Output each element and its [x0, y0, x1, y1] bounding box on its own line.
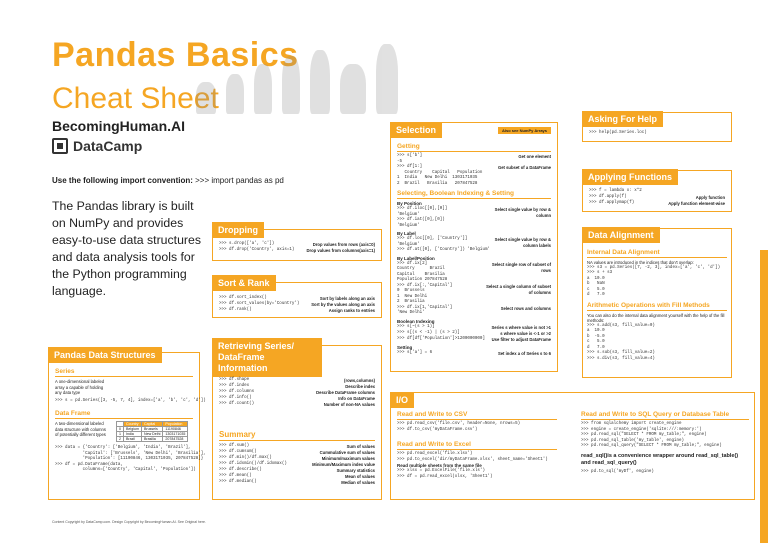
sql-code-2: >>> pd.to_sql('myDf', engine) — [581, 469, 654, 474]
code-snippet: >>> df.ix[:,'Capital'] 0 Brussels 1 New Delhi 2 Brasilia — [397, 283, 453, 304]
series-title: Series — [55, 368, 193, 377]
code-description: Drop values from rows (axis=0) — [312, 242, 375, 247]
code-row — [397, 284, 551, 306]
code-description: Apply function — [695, 194, 725, 200]
by-label-rows — [397, 237, 551, 254]
code-description: Select single value by row & column — [494, 207, 551, 218]
code-row — [219, 308, 375, 314]
code-description: Use filter to adjust DataFrame — [491, 336, 551, 342]
code-snippet: >>> df.shape — [219, 378, 250, 382]
internal-alignment-code: >>> s3 = pd.Series([7, -2, 3], index=['a', 'c', 'd']) >>> s + s3 a 10.0 b NaN c 5.0 d 7.0 — [587, 265, 721, 297]
code-snippet: >>> df.median() — [219, 480, 257, 484]
code-description: Assign ranks to entries — [328, 308, 375, 313]
by-position-label: By Position — [397, 201, 422, 206]
table-index-cell: 1 — [117, 432, 124, 437]
code-snippet: >>> df[df['Population']>1200000000] — [397, 336, 485, 341]
by-label-position-label: By Label/Position — [397, 255, 435, 261]
functions-title: Applying Functions — [582, 169, 678, 185]
code-snippet: >>> df.sort_values(by='Country') — [219, 302, 300, 306]
code-snippet: >>> df.idxmin()/df.idxmax() — [219, 462, 287, 466]
code-row — [219, 402, 375, 408]
excel-code: >>> pd.read_excel('file.xlsx') >>> pd.to_excel('dir/myDataFrame.xlsx', sheet_name='Sheet1') — [397, 452, 548, 462]
series-code: >>> s = pd.Series([3, -5, 7, 4], index=['a', 'b', 'c', 'd']) — [55, 398, 206, 403]
import-code: >>> import pandas as pd — [195, 176, 284, 185]
internal-alignment-desc: NA values are introduced in the indices that don't overlap: — [587, 260, 694, 265]
code-row — [219, 480, 375, 486]
code-snippet: >>> df[1:] Country Capital Population 1 India New Delhi 1303171035 2 Brazil Brasilia 207847528 — [397, 165, 483, 186]
sql-note: read_sql()is a convenience wrapper around read_sql_table() and read_sql_query() — [581, 452, 739, 466]
sql-code: >>> from sqlalchemy import create_engine >>> engine = create_engine('sqlite:///:memory:') >>> pd.read_sql("SELECT * FROM my_table;", engine) >>> pd.read_sql_table('my_table', engine) >>> pd.read_sql_query("SELECT * FROM my_table;", engine) — [581, 422, 722, 448]
selection-title: Selection — [390, 122, 442, 138]
dataframe-desc: A two-dimensional labeled data structure with columns of potentially different types — [55, 421, 106, 437]
code-row — [397, 351, 551, 357]
code-description: Select single value by row & column labels — [494, 237, 551, 248]
code-description: Sort by labels along an axis — [319, 296, 375, 301]
decorative-strip — [760, 250, 768, 543]
code-snippet: >>> s[~(s > 1)] — [397, 324, 435, 329]
structures-title: Pandas Data Structures — [48, 347, 162, 363]
page-title: Pandas Basics — [52, 36, 299, 74]
code-snippet: >>> df.mean() — [219, 474, 252, 478]
functions-code: >>> f = lambda x: x*2 — [589, 189, 642, 193]
summary-rows — [219, 444, 375, 486]
functions-panel — [582, 170, 732, 212]
io-title: I/O — [390, 392, 414, 408]
code-description: Series s where value is not >1 — [491, 324, 551, 330]
by-label-label: By Label — [397, 231, 416, 236]
datacamp-icon — [52, 138, 68, 154]
code-snippet: >>> df.sort_index() — [219, 296, 267, 300]
code-snippet: >>> df.apply(f) — [589, 194, 627, 199]
datacamp-label: DataCamp — [73, 138, 143, 154]
code-description: Select rows and columns — [500, 305, 551, 311]
code-row — [589, 201, 725, 207]
dropping-title: Dropping — [212, 222, 264, 238]
dataframe-title: Data Frame — [55, 410, 193, 419]
brand-name: BecomingHuman.AI — [52, 118, 186, 134]
alignment-panel — [582, 228, 732, 378]
csv-title: Read and Write to CSV — [397, 411, 557, 420]
code-description: s where value is <-1 or >2 — [500, 330, 551, 336]
summary-title: Summary — [219, 430, 375, 441]
code-row — [397, 207, 551, 229]
table-row — [117, 437, 188, 442]
code-description: Sum of values — [346, 444, 375, 449]
by-label-position-rows — [397, 262, 551, 317]
functions-rows — [589, 195, 725, 207]
table-header-cell: Population — [163, 422, 188, 427]
alignment-title: Data Alignment — [582, 227, 660, 243]
table-row — [117, 432, 188, 437]
help-panel — [582, 112, 732, 142]
import-convention — [52, 176, 284, 185]
page-subtitle: Cheat Sheet — [52, 82, 219, 115]
code-snippet: >>> s.drop(['a', 'c']) — [219, 242, 275, 246]
table-cell: Belgium — [124, 427, 142, 432]
code-description: Describe index — [345, 384, 375, 389]
table-cell: India — [124, 432, 142, 437]
table-cell: Brazil — [124, 437, 142, 442]
code-snippet: >>> df.sum() — [219, 444, 250, 448]
footer-copyright: Content Copyright by DataCamp.com. Design Copyright by BecomingHuman.AI. See Original here. — [52, 520, 206, 524]
code-snippet: >>> df.rank() — [219, 308, 252, 312]
retrieving-panel — [212, 341, 382, 500]
code-snippet: >>> s['b'] -5 — [397, 154, 423, 164]
code-snippet: >>> df.loc[[0], ['Country']] 'Belgium' >>> df.at([0], ['Country']) 'Belgium' — [397, 237, 490, 252]
code-description: Number of non-NA values — [323, 402, 375, 407]
table-cell: New Delhi — [141, 432, 162, 437]
help-code: >>> help(pd.Series.loc) — [589, 131, 647, 135]
code-row — [397, 237, 551, 254]
by-position-rows — [397, 207, 551, 229]
code-row — [397, 154, 551, 165]
internal-alignment-title: Internal Data Alignment — [587, 249, 727, 258]
arith-title: Arithmetic Operations with Fill Methods — [587, 302, 727, 311]
table-cell: 1303171035 — [163, 432, 188, 437]
intro-text: The Pandas library is built on NumPy and provides easy-to-use data structures and data analysis tools for the Python programming language. — [52, 199, 201, 298]
code-row — [397, 337, 551, 343]
dropping-panel — [212, 225, 382, 261]
code-description: Minimum/maximum values — [321, 456, 375, 461]
sql-title: Read and Write to SQL Query or Database Table — [581, 411, 749, 420]
import-label: Use the following import convention: — [52, 176, 193, 185]
excel-code-2: >>> xlsx = pd.ExcelFile('file.xls') >>> df = pd.read_excel(xlsx, 'Sheet1') — [397, 469, 493, 479]
help-title: Asking For Help — [582, 111, 663, 127]
code-row — [397, 262, 551, 284]
sort-rank-title: Sort & Rank — [212, 275, 276, 291]
code-description: Get subset of a DataFrame — [497, 165, 551, 170]
table-cell: Brussels — [141, 427, 162, 432]
code-snippet: >>> df.applymap(f) — [589, 200, 635, 205]
retrieving-title: Retrieving Series/ DataFrame Information — [212, 338, 322, 377]
code-description: Drop values from columns(axis=1) — [306, 248, 375, 253]
excel-multi-label: Read multiple sheets from the same file — [397, 463, 482, 468]
selection-panel — [390, 122, 558, 372]
csv-code: >>> pd.read_csv('file.csv', header=None, nrows=5) >>> df.to_csv('myDataFrame.csv') — [397, 422, 521, 432]
table-index-cell: 2 — [117, 437, 124, 442]
table-cell: 207847528 — [163, 437, 188, 442]
structures-panel — [48, 350, 206, 500]
code-snippet: >>> s[(s < -1) | (s > 2)] — [397, 330, 460, 335]
code-description: Cummulative sum of values — [319, 450, 375, 455]
code-snippet: >>> df.count() — [219, 402, 255, 406]
dataframe-table — [116, 421, 188, 442]
code-snippet: >>> df.cumsum() — [219, 450, 257, 454]
code-snippet: >>> df.columns — [219, 390, 255, 394]
code-snippet: >>> s['a'] = 6 — [397, 350, 433, 355]
code-snippet: >>> df.ix[1,'Capital'] 'New Delhi' — [397, 305, 453, 315]
boolean-indexing-label: Boolean Indexing — [397, 318, 435, 324]
boolean-section-title: Selecting, Boolean Indexing & Setting — [397, 190, 551, 199]
arith-code: >>> s.add(s3, fill_value=0) a 10.0 b -5.0 c 5.0 d 7.0 >>> s.sub(s3, fill_value=2) >>> s.div(s3, fill_value=4) — [587, 323, 655, 361]
code-snippet: >>> df.min()/df.max() — [219, 456, 272, 460]
excel-title: Read and Write to Excel — [397, 441, 557, 450]
code-snippet: >>> df.ix[2] Country Brazil Capital Brasilia Population 207847528 — [397, 261, 448, 282]
code-description: Apply function element-wise — [668, 200, 725, 206]
arith-desc: You can also do the internal data alignment yourself with the help of the fill methods: — [587, 312, 725, 323]
numpy-badge[interactable]: Also see NumPy Arrays — [498, 127, 551, 134]
table-header-cell: Capital — [141, 422, 162, 427]
boolean-rows — [397, 325, 551, 343]
table-row — [117, 427, 188, 432]
getting-title: Getting — [397, 143, 551, 152]
code-description: Minimum/Maximum index value — [312, 462, 375, 467]
code-description: Describe DataFrame columns — [316, 390, 375, 395]
code-description: (rows,columns) — [344, 378, 375, 383]
code-snippet: >>> df.drop('Country', axis=1) — [219, 248, 295, 252]
sort-rank-rows — [219, 296, 375, 314]
code-row — [397, 165, 551, 187]
table-cell: Brasilia — [141, 437, 162, 442]
table-cell: 11190846 — [163, 427, 188, 432]
getting-rows — [397, 154, 551, 187]
dataframe-code: >>> data = {'Country': ['Belgium', 'India', 'Brazil'], 'Capital': ['Brussels', 'New Delhi', 'Brasilia'], 'Population': [11190846, 1303171035, 207847528]} >>> df = pd.DataFrame(data, columns=['Country', 'Capital', 'Population']) — [55, 446, 206, 472]
setting-label: Setting — [397, 344, 413, 350]
code-description: Get one element — [518, 154, 551, 159]
io-panel — [390, 392, 755, 500]
sort-rank-panel — [212, 278, 382, 318]
table-header-cell: Country — [124, 422, 142, 427]
code-description: Info on DataFrame — [338, 396, 375, 401]
code-row — [219, 248, 375, 254]
datacamp-logo — [52, 138, 142, 154]
code-description: Mean of values — [344, 474, 375, 479]
code-row — [397, 306, 551, 317]
code-description: Sort by the values along an axis — [311, 302, 375, 307]
series-desc: A one-dimensional labeled array a capable of holding any data type — [55, 379, 105, 395]
retrieving-rows — [219, 378, 375, 408]
code-snippet: >>> df.describe() — [219, 468, 262, 472]
code-description: Select single row of subset of rows — [491, 261, 551, 273]
code-snippet: >>> df.index — [219, 384, 250, 388]
code-description: Summary statistics — [336, 468, 375, 473]
evolution-illustration — [196, 44, 576, 114]
table-index-cell: 0 — [117, 427, 124, 432]
dropping-rows — [219, 242, 375, 254]
code-description: Median of values — [341, 480, 375, 485]
code-snippet: >>> df.iloc[[0],[0]] 'Belgium' >>> df.iat([0],[0]) 'Belgium' — [397, 207, 448, 228]
code-description: Select a single column of subset of columns — [486, 283, 551, 295]
code-snippet: >>> df.info() — [219, 396, 252, 400]
setting-rows — [397, 351, 551, 357]
code-description: Set index a of Series s to 6 — [497, 350, 551, 356]
